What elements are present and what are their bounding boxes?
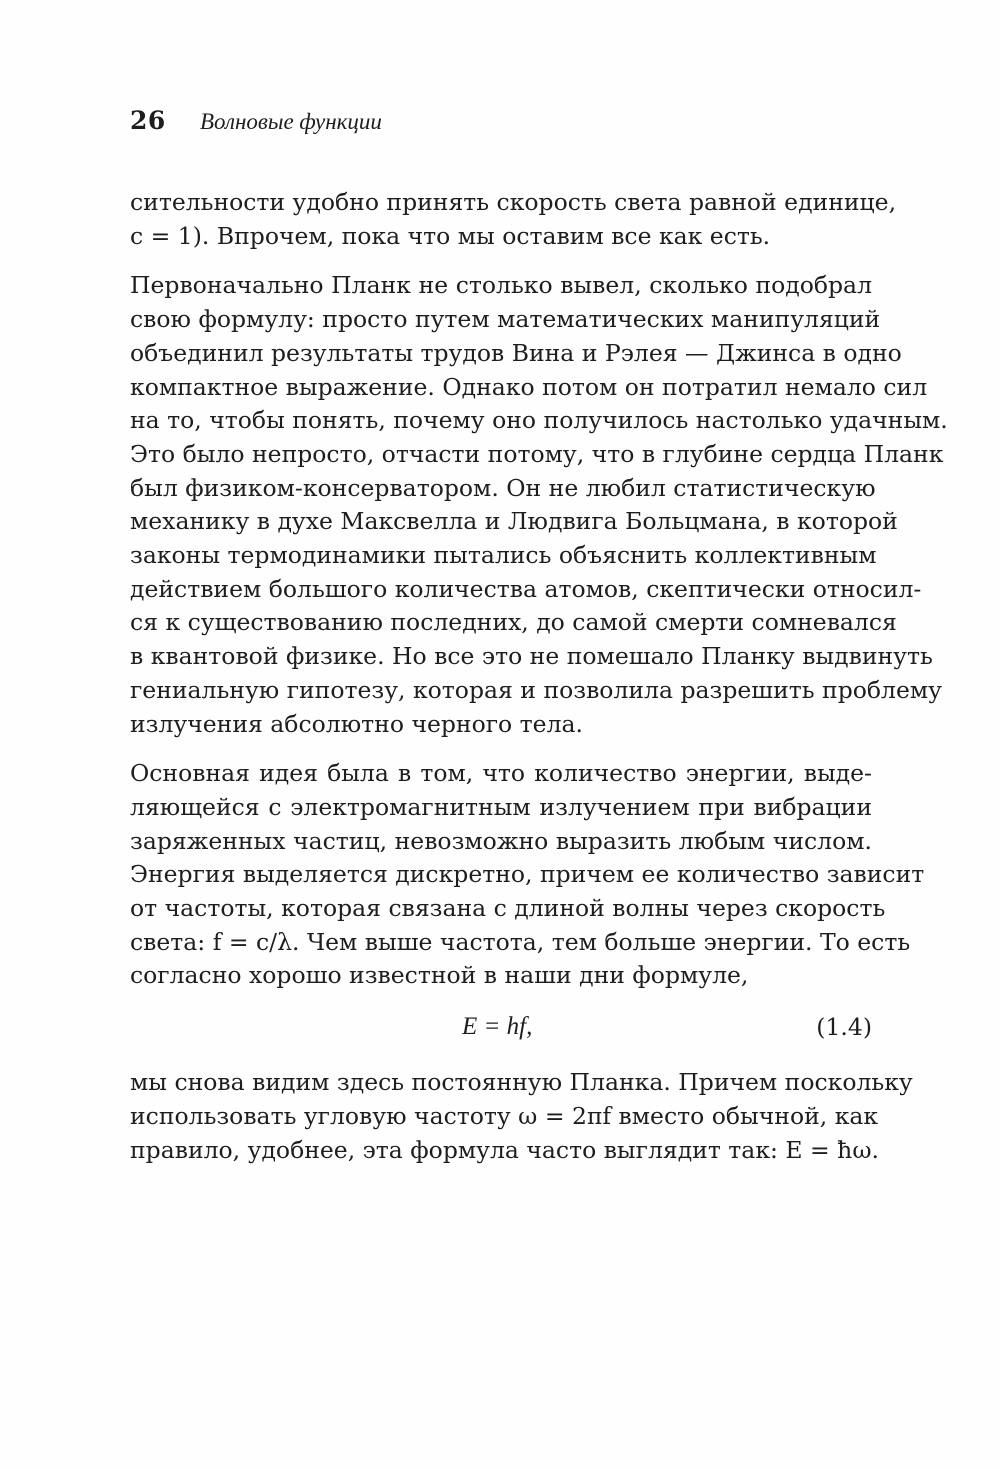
equation-number: (1.4): [816, 1013, 872, 1042]
text-line: в квантовой физике. Но все это не помешало Планку выдвинуть: [130, 642, 933, 671]
text-line: Основная идея была в том, что количество энергии, выде-: [130, 759, 872, 788]
text-line: компактное выражение. Однако потом он потратил немало сил: [130, 372, 928, 401]
equation-formula: E = hf,: [462, 1013, 533, 1041]
text-line: был физиком-консерватором. Он не любил статистическую: [130, 473, 876, 502]
text-line: Это было непросто, отчасти потому, что в глубине сердца Планк: [130, 439, 944, 468]
paragraph-2: [130, 269, 948, 741]
paragraph-1: [130, 186, 897, 253]
text-line: объединил результаты трудов Вина и Рэлея — Джинса в одно: [130, 338, 902, 367]
text-line: излучения абсолютно черного тела.: [130, 709, 583, 738]
text-line: согласно хорошо известной в наши дни формуле,: [130, 961, 749, 990]
text-line: механику в духе Максвелла и Людвига Больцмана, в которой: [130, 507, 898, 536]
text-line: Энергия выделяется дискретно, причем ее количество зависит: [130, 860, 925, 889]
text-line: ся к существованию последних, до самой смерти сомневался: [130, 608, 897, 637]
text-line: сительности удобно принять скорость света равной единице,: [130, 188, 897, 216]
text-line: на то, чтобы понять, почему оно получилось настолько удачным.: [130, 406, 948, 435]
text-line: ляющейся с электромагнитным излучением при вибрации: [130, 792, 872, 821]
text-line: света: f = c/λ. Чем выше частота, тем больше энергии. То есть: [130, 927, 911, 956]
text-line: свою формулу: просто путем математических манипуляций: [130, 305, 881, 334]
paragraph-3: [130, 757, 925, 993]
text-line: использовать угловую частоту ω = 2πf вместо обычной, как: [130, 1101, 879, 1130]
text-line: c = 1). Впрочем, пока что мы оставим все как есть.: [130, 221, 771, 250]
text-line: действием большого количества атомов, скептически относил-: [130, 574, 922, 603]
text-line: правило, удобнее, эта формула часто выглядит так: E = ħω.: [130, 1135, 879, 1164]
page-number: 26: [130, 106, 166, 135]
equation-1-4: [130, 1010, 872, 1044]
text-line: мы снова видим здесь постоянную Планка. Причем поскольку: [130, 1068, 913, 1097]
text-line: гениальную гипотезу, которая и позволила разрешить проблему: [130, 675, 942, 704]
running-head: [130, 106, 870, 146]
text-line: Первоначально Планк не столько вывел, сколько подобрал: [130, 271, 872, 300]
chapter-title: Волновые функции: [200, 109, 382, 134]
paragraph-4: [130, 1066, 913, 1167]
text-line: заряженных частиц, невозможно выразить любым числом.: [130, 826, 872, 855]
text-line: от частоты, которая связана с длиной волны через скорость: [130, 894, 886, 923]
text-line: законы термодинамики пытались объяснить коллективным: [130, 541, 877, 570]
body-text: [130, 186, 948, 1167]
